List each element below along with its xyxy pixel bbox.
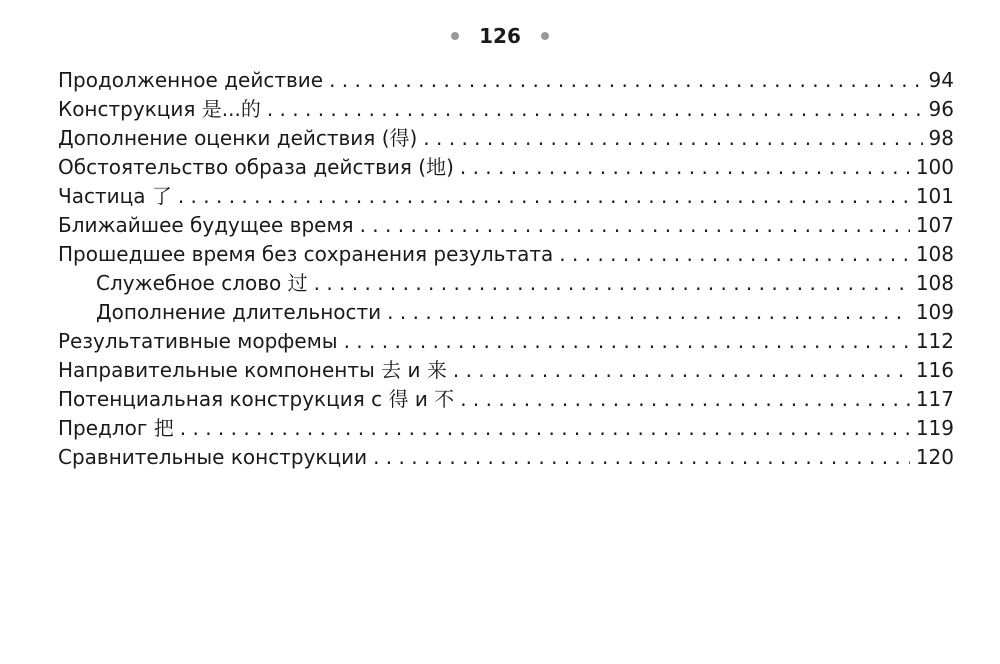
toc-entry-title: Сравнительные конструкции: [58, 445, 368, 469]
toc-entry-title: Обстоятельство образа действия (地): [58, 155, 454, 179]
toc-entry[interactable]: [58, 153, 954, 182]
toc-entry-page-number: 117: [915, 387, 954, 411]
toc-entry-title: Ближайшее будущее время: [58, 213, 354, 237]
toc-entry-page-number: 120: [915, 445, 954, 469]
toc-entry[interactable]: [58, 356, 954, 385]
toc-entry[interactable]: [58, 240, 954, 269]
toc-entry-page-number: 108: [915, 271, 954, 295]
dot-leader: [453, 356, 910, 385]
toc-subentry[interactable]: [58, 269, 954, 298]
toc-entry-title: Служебное слово 过: [96, 271, 308, 295]
toc-entry-title: Дополнение оценки действия (得): [58, 126, 418, 150]
dot-leader: [559, 240, 910, 269]
toc-entry-title: Результативные морфемы: [58, 329, 338, 353]
toc-entry[interactable]: [58, 124, 954, 153]
dot-leader: [329, 66, 922, 95]
toc-entry-page-number: 116: [915, 358, 954, 382]
toc-entry-page-number: 108: [915, 242, 954, 266]
dot-leader: [178, 182, 910, 211]
toc-entry-page-number: 112: [915, 329, 954, 353]
dot-leader: [267, 95, 923, 124]
dot-leader: [360, 211, 910, 240]
toc-entry[interactable]: [58, 182, 954, 211]
toc-entry-page-number: 109: [915, 300, 954, 324]
dot-leader: [387, 298, 910, 327]
toc-entry-page-number: 119: [915, 416, 954, 440]
toc-entry-title: Потенциальная конструкция с 得 и 不: [58, 387, 455, 411]
toc-entry-title: Частица 了: [58, 184, 172, 208]
toc-entry-page-number: 107: [915, 213, 954, 237]
table-of-contents: [58, 66, 954, 472]
toc-entry-title: Дополнение длительности: [96, 300, 382, 324]
toc-entry[interactable]: [58, 414, 954, 443]
toc-entry-page-number: 98: [928, 126, 954, 150]
toc-entry-title: Конструкция 是...的: [58, 97, 261, 121]
page-number: 126: [479, 24, 521, 48]
dot-leader: [180, 414, 910, 443]
toc-entry-title: Прошедшее время без сохранения результата: [58, 242, 554, 266]
page-header: [0, 22, 1000, 50]
dot-leader: [460, 385, 910, 414]
toc-entry[interactable]: [58, 385, 954, 414]
toc-entry-page-number: 100: [915, 155, 954, 179]
right-dot-ornament: [541, 32, 549, 40]
dot-leader: [460, 153, 910, 182]
toc-entry-title: Направительные компоненты 去 и 来: [58, 358, 447, 382]
dot-leader: [423, 124, 922, 153]
toc-entry[interactable]: [58, 327, 954, 356]
toc-entry-page-number: 101: [915, 184, 954, 208]
left-dot-ornament: [451, 32, 459, 40]
dot-leader: [373, 443, 910, 472]
toc-entry[interactable]: [58, 95, 954, 124]
dot-leader: [314, 269, 910, 298]
toc-entry[interactable]: [58, 211, 954, 240]
toc-entry-page-number: 94: [928, 68, 954, 92]
toc-subentry[interactable]: [58, 298, 954, 327]
toc-entry[interactable]: [58, 443, 954, 472]
dot-leader: [344, 327, 910, 356]
toc-entry-title: Продолженное действие: [58, 68, 324, 92]
toc-entry-page-number: 96: [928, 97, 954, 121]
toc-entry[interactable]: [58, 66, 954, 95]
toc-entry-title: Предлог 把: [58, 416, 174, 440]
